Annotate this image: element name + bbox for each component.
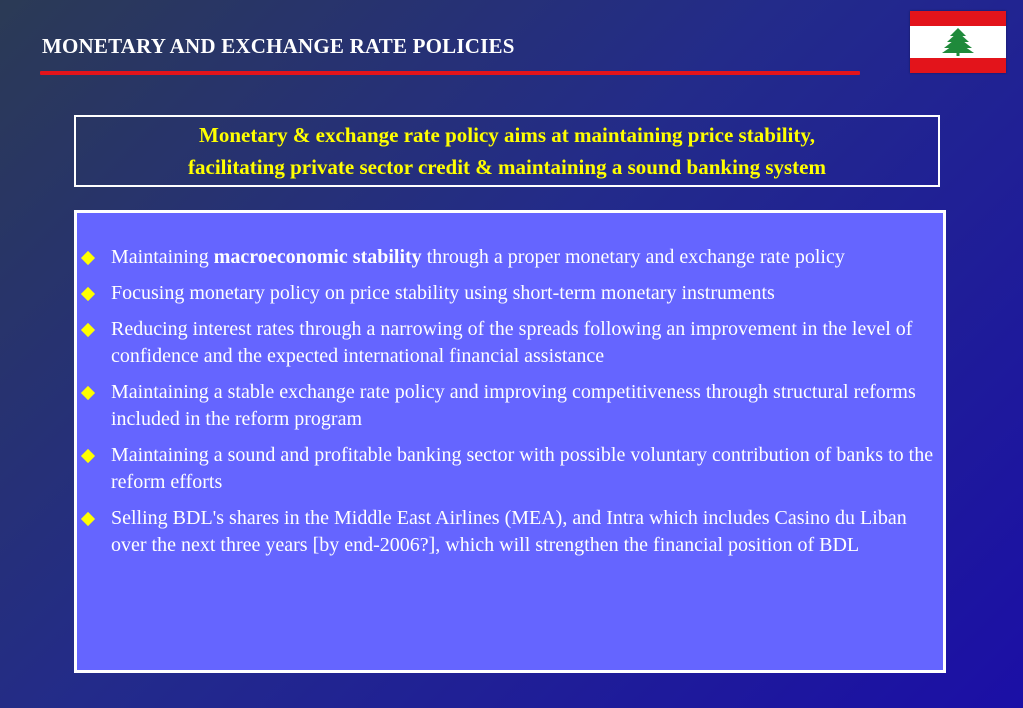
lebanon-flag-icon	[910, 11, 1006, 73]
bullet-item	[77, 379, 943, 433]
bullet-item	[77, 280, 943, 307]
bullet-text: Maintaining a stable exchange rate policy and improving competitiveness through structural reforms included in the reform program	[111, 381, 916, 430]
headline-line-1: Monetary & exchange rate policy aims at maintaining price stability,	[199, 123, 815, 147]
title-underline	[40, 71, 860, 75]
bullet-item	[77, 316, 943, 370]
bullet-item	[77, 505, 943, 559]
bullet-list	[77, 244, 943, 568]
bullet-text: Focusing monetary policy on price stability using short-term monetary instruments	[111, 282, 775, 304]
bullet-text: Reducing interest rates through a narrowing of the spreads following an improvement in the level of confidence and the expected international financial assistance	[111, 318, 913, 367]
bullet-text: Maintaining a sound and profitable banking sector with possible voluntary contribution of banks to the reform efforts	[111, 444, 934, 493]
headline-line-2: facilitating private sector credit & maintaining a sound banking system	[188, 155, 826, 179]
diamond-bullet-icon	[81, 512, 95, 526]
headline-text	[182, 119, 832, 183]
content-box	[74, 210, 946, 673]
diamond-bullet-icon	[81, 386, 95, 400]
bullet-text: Selling BDL's shares in the Middle East Airlines (MEA), and Intra which includes Casino du Liban over the next three years [by end-2006?], which will strengthen the financial position of BDL	[111, 507, 907, 556]
bullet-text-suffix: through a proper monetary and exchange rate policy	[421, 246, 845, 268]
bullet-text-bold: macroeconomic stability	[213, 246, 422, 268]
diamond-bullet-icon	[81, 287, 95, 301]
slide-title: MONETARY AND EXCHANGE RATE POLICIES	[42, 34, 515, 58]
bullet-item	[77, 442, 943, 496]
headline-box	[74, 115, 940, 187]
diamond-bullet-icon	[81, 323, 95, 337]
diamond-bullet-icon	[81, 251, 95, 265]
bullet-item	[77, 244, 943, 271]
diamond-bullet-icon	[81, 449, 95, 463]
bullet-text-prefix: Maintaining	[111, 246, 214, 268]
